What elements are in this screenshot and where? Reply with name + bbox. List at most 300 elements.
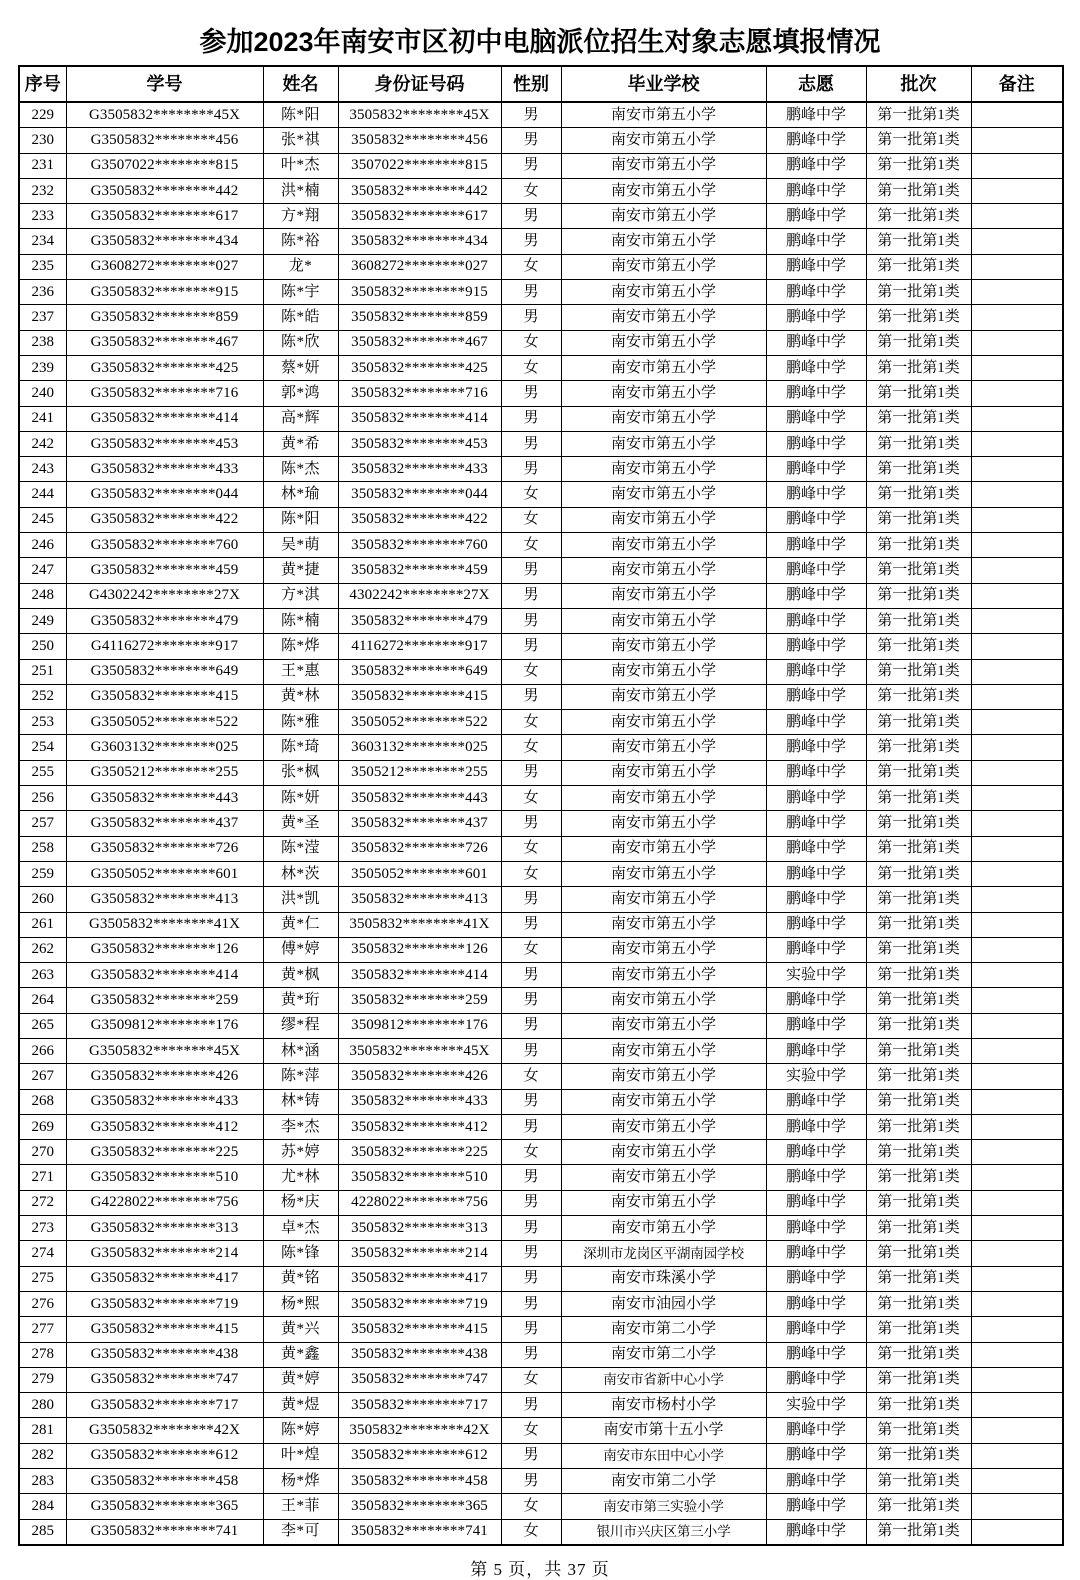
cell-wish: 鹏峰中学 [766, 1443, 866, 1468]
cell-school: 银川市兴庆区第三小学 [561, 1519, 766, 1545]
cell-sid: G3505212********255 [66, 760, 263, 785]
cell-school: 南安市第五小学 [561, 608, 766, 633]
cell-wish: 鹏峰中学 [766, 836, 866, 861]
cell-batch: 第一批第1类 [866, 482, 971, 507]
cell-school: 南安市第五小学 [561, 431, 766, 456]
cell-wish: 鹏峰中学 [766, 178, 866, 203]
cell-gender: 女 [501, 735, 561, 760]
cell-name: 黄*林 [263, 684, 338, 709]
cell-gender: 男 [501, 760, 561, 785]
cell-seq: 257 [19, 811, 66, 836]
cell-seq: 239 [19, 355, 66, 380]
cell-idcard: 3505832********41X [338, 912, 501, 937]
cell-wish: 鹏峰中学 [766, 1519, 866, 1545]
cell-sid: G3505832********259 [66, 988, 263, 1013]
cell-name: 陈*琦 [263, 735, 338, 760]
cell-name: 陈*萍 [263, 1064, 338, 1089]
cell-seq: 230 [19, 128, 66, 153]
cell-seq: 265 [19, 1013, 66, 1038]
cell-remark [971, 507, 1063, 532]
cell-sid: G3505832********453 [66, 431, 263, 456]
cell-remark [971, 1342, 1063, 1367]
cell-sid: G3505052********601 [66, 861, 263, 886]
cell-remark [971, 1266, 1063, 1291]
column-header-name: 姓名 [263, 66, 338, 102]
cell-idcard: 3505832********915 [338, 280, 501, 305]
cell-seq: 283 [19, 1469, 66, 1494]
cell-sid: G3505832********426 [66, 1064, 263, 1089]
cell-sid: G3505832********437 [66, 811, 263, 836]
cell-sid: G3505832********726 [66, 836, 263, 861]
cell-seq: 232 [19, 178, 66, 203]
cell-sid: G4116272********917 [66, 634, 263, 659]
cell-sid: G3505832********42X [66, 1418, 263, 1443]
cell-remark [971, 1317, 1063, 1342]
cell-name: 林*涵 [263, 1038, 338, 1063]
cell-school: 南安市第五小学 [561, 204, 766, 229]
cell-idcard: 3505832********126 [338, 937, 501, 962]
column-header-seq: 序号 [19, 66, 66, 102]
cell-wish: 鹏峰中学 [766, 128, 866, 153]
table-row [19, 1038, 1063, 1063]
table-row [19, 937, 1063, 962]
cell-idcard: 3505832********438 [338, 1342, 501, 1367]
cell-name: 叶*煌 [263, 1443, 338, 1468]
table-row [19, 406, 1063, 431]
cell-gender: 男 [501, 1393, 561, 1418]
cell-school: 南安市第五小学 [561, 1114, 766, 1139]
cell-wish: 鹏峰中学 [766, 710, 866, 735]
cell-idcard: 4116272********917 [338, 634, 501, 659]
cell-seq: 249 [19, 608, 66, 633]
cell-seq: 278 [19, 1342, 66, 1367]
cell-school: 南安市第五小学 [561, 710, 766, 735]
cell-sid: G3505832********45X [66, 102, 263, 128]
table-body [19, 102, 1063, 1545]
cell-school: 南安市第五小学 [561, 1013, 766, 1038]
cell-remark [971, 1367, 1063, 1392]
cell-school: 南安市第五小学 [561, 887, 766, 912]
cell-school: 南安市第五小学 [561, 861, 766, 886]
cell-gender: 女 [501, 330, 561, 355]
cell-seq: 261 [19, 912, 66, 937]
cell-idcard: 3505832********313 [338, 1216, 501, 1241]
cell-batch: 第一批第1类 [866, 381, 971, 406]
table-row [19, 811, 1063, 836]
table-row [19, 1443, 1063, 1468]
cell-batch: 第一批第1类 [866, 1038, 971, 1063]
cell-idcard: 3505832********459 [338, 558, 501, 583]
cell-batch: 第一批第1类 [866, 1443, 971, 1468]
cell-wish: 鹏峰中学 [766, 507, 866, 532]
table-row [19, 254, 1063, 279]
cell-seq: 272 [19, 1190, 66, 1215]
cell-batch: 第一批第1类 [866, 811, 971, 836]
cell-batch: 第一批第1类 [866, 861, 971, 886]
cell-batch: 第一批第1类 [866, 963, 971, 988]
cell-seq: 255 [19, 760, 66, 785]
table-row [19, 431, 1063, 456]
cell-wish: 鹏峰中学 [766, 305, 866, 330]
cell-seq: 258 [19, 836, 66, 861]
cell-remark [971, 1089, 1063, 1114]
cell-sid: G3505832********313 [66, 1216, 263, 1241]
table-row [19, 1013, 1063, 1038]
cell-sid: G3505832********649 [66, 659, 263, 684]
table-row [19, 1418, 1063, 1443]
cell-wish: 鹏峰中学 [766, 937, 866, 962]
cell-batch: 第一批第1类 [866, 507, 971, 532]
cell-gender: 男 [501, 1165, 561, 1190]
cell-wish: 鹏峰中学 [766, 1140, 866, 1165]
cell-school: 南安市第五小学 [561, 811, 766, 836]
cell-wish: 鹏峰中学 [766, 1367, 866, 1392]
cell-idcard: 3505832********259 [338, 988, 501, 1013]
cell-gender: 女 [501, 507, 561, 532]
cell-gender: 男 [501, 1216, 561, 1241]
cell-school: 南安市珠溪小学 [561, 1266, 766, 1291]
cell-sid: G3505832********467 [66, 330, 263, 355]
cell-batch: 第一批第1类 [866, 558, 971, 583]
cell-remark [971, 634, 1063, 659]
cell-gender: 男 [501, 1038, 561, 1063]
cell-seq: 266 [19, 1038, 66, 1063]
cell-school: 南安市第五小学 [561, 634, 766, 659]
cell-remark [971, 1241, 1063, 1266]
cell-idcard: 3505832********425 [338, 355, 501, 380]
cell-gender: 男 [501, 811, 561, 836]
cell-name: 尤*林 [263, 1165, 338, 1190]
cell-school: 南安市第五小学 [561, 786, 766, 811]
cell-seq: 277 [19, 1317, 66, 1342]
cell-seq: 281 [19, 1418, 66, 1443]
cell-idcard: 3505832********617 [338, 204, 501, 229]
cell-remark [971, 684, 1063, 709]
table-header-row [19, 66, 1063, 102]
cell-school: 南安市第五小学 [561, 153, 766, 178]
table-row [19, 861, 1063, 886]
cell-seq: 253 [19, 710, 66, 735]
cell-gender: 女 [501, 254, 561, 279]
table-row [19, 204, 1063, 229]
cell-gender: 男 [501, 229, 561, 254]
cell-name: 黄*煜 [263, 1393, 338, 1418]
cell-sid: G4228022********756 [66, 1190, 263, 1215]
cell-name: 张*祺 [263, 128, 338, 153]
cell-name: 卓*杰 [263, 1216, 338, 1241]
cell-name: 叶*杰 [263, 153, 338, 178]
cell-wish: 鹏峰中学 [766, 861, 866, 886]
table-row [19, 786, 1063, 811]
cell-name: 黄*圣 [263, 811, 338, 836]
cell-gender: 男 [501, 128, 561, 153]
cell-batch: 第一批第1类 [866, 937, 971, 962]
cell-name: 黄*铭 [263, 1266, 338, 1291]
cell-gender: 男 [501, 558, 561, 583]
cell-gender: 男 [501, 1241, 561, 1266]
cell-wish: 鹏峰中学 [766, 634, 866, 659]
cell-batch: 第一批第1类 [866, 659, 971, 684]
cell-name: 高*辉 [263, 406, 338, 431]
cell-wish: 鹏峰中学 [766, 330, 866, 355]
table-row [19, 1367, 1063, 1392]
cell-wish: 鹏峰中学 [766, 381, 866, 406]
cell-batch: 第一批第1类 [866, 608, 971, 633]
cell-sid: G3505832********412 [66, 1114, 263, 1139]
cell-wish: 鹏峰中学 [766, 1418, 866, 1443]
cell-idcard: 3505832********612 [338, 1443, 501, 1468]
cell-gender: 男 [501, 1089, 561, 1114]
column-header-idcard: 身份证号码 [338, 66, 501, 102]
cell-sid: G3505832********456 [66, 128, 263, 153]
cell-school: 南安市第五小学 [561, 381, 766, 406]
table-row [19, 102, 1063, 128]
cell-seq: 276 [19, 1291, 66, 1316]
cell-remark [971, 330, 1063, 355]
cell-sid: G3505832********45X [66, 1038, 263, 1063]
cell-name: 林*铸 [263, 1089, 338, 1114]
cell-school: 南安市第五小学 [561, 280, 766, 305]
cell-batch: 第一批第1类 [866, 1317, 971, 1342]
cell-name: 陈*雅 [263, 710, 338, 735]
cell-idcard: 3505832********412 [338, 1114, 501, 1139]
cell-sid: G3505832********747 [66, 1367, 263, 1392]
cell-seq: 252 [19, 684, 66, 709]
cell-school: 南安市第五小学 [561, 482, 766, 507]
table-row [19, 1064, 1063, 1089]
table-row [19, 128, 1063, 153]
cell-remark [971, 1494, 1063, 1519]
table-row [19, 684, 1063, 709]
table-row [19, 178, 1063, 203]
cell-batch: 第一批第1类 [866, 1064, 971, 1089]
cell-seq: 274 [19, 1241, 66, 1266]
cell-school: 南安市第五小学 [561, 1165, 766, 1190]
cell-idcard: 3505832********458 [338, 1469, 501, 1494]
cell-batch: 第一批第1类 [866, 1165, 971, 1190]
table-row [19, 1291, 1063, 1316]
cell-seq: 235 [19, 254, 66, 279]
cell-batch: 第一批第1类 [866, 836, 971, 861]
cell-gender: 女 [501, 533, 561, 558]
cell-remark [971, 482, 1063, 507]
cell-name: 陈*滢 [263, 836, 338, 861]
cell-remark [971, 937, 1063, 962]
cell-name: 王*惠 [263, 659, 338, 684]
cell-remark [971, 1469, 1063, 1494]
cell-idcard: 3603132********025 [338, 735, 501, 760]
cell-gender: 女 [501, 482, 561, 507]
table-row [19, 482, 1063, 507]
table-row [19, 280, 1063, 305]
cell-wish: 实验中学 [766, 1064, 866, 1089]
cell-gender: 男 [501, 1342, 561, 1367]
cell-gender: 女 [501, 710, 561, 735]
cell-wish: 鹏峰中学 [766, 684, 866, 709]
cell-remark [971, 760, 1063, 785]
cell-seq: 263 [19, 963, 66, 988]
cell-name: 杨*烨 [263, 1469, 338, 1494]
cell-idcard: 3505832********45X [338, 102, 501, 128]
table-row [19, 1317, 1063, 1342]
cell-seq: 244 [19, 482, 66, 507]
cell-wish: 鹏峰中学 [766, 533, 866, 558]
cell-school: 南安市第五小学 [561, 406, 766, 431]
cell-idcard: 3505052********522 [338, 710, 501, 735]
cell-batch: 第一批第1类 [866, 1342, 971, 1367]
cell-idcard: 3505832********716 [338, 381, 501, 406]
cell-school: 南安市第五小学 [561, 507, 766, 532]
column-header-sid: 学号 [66, 66, 263, 102]
cell-name: 杨*熙 [263, 1291, 338, 1316]
cell-sid: G4302242********27X [66, 583, 263, 608]
cell-batch: 第一批第1类 [866, 684, 971, 709]
cell-gender: 男 [501, 153, 561, 178]
cell-name: 陈*楠 [263, 608, 338, 633]
cell-name: 李*可 [263, 1519, 338, 1545]
cell-sid: G3603132********025 [66, 735, 263, 760]
cell-remark [971, 1038, 1063, 1063]
cell-wish: 鹏峰中学 [766, 1291, 866, 1316]
cell-batch: 第一批第1类 [866, 1216, 971, 1241]
cell-sid: G3505052********522 [66, 710, 263, 735]
cell-sid: G3505832********414 [66, 406, 263, 431]
cell-idcard: 3505832********453 [338, 431, 501, 456]
cell-wish: 鹏峰中学 [766, 1089, 866, 1114]
cell-idcard: 3505832********214 [338, 1241, 501, 1266]
cell-name: 陈*阳 [263, 102, 338, 128]
cell-batch: 第一批第1类 [866, 988, 971, 1013]
cell-batch: 第一批第1类 [866, 1114, 971, 1139]
table-row [19, 305, 1063, 330]
cell-school: 南安市第五小学 [561, 1089, 766, 1114]
cell-seq: 231 [19, 153, 66, 178]
cell-wish: 鹏峰中学 [766, 1165, 866, 1190]
cell-sid: G3505832********617 [66, 204, 263, 229]
column-header-gender: 性别 [501, 66, 561, 102]
cell-wish: 鹏峰中学 [766, 1266, 866, 1291]
cell-gender: 男 [501, 381, 561, 406]
cell-school: 南安市第五小学 [561, 1140, 766, 1165]
cell-remark [971, 178, 1063, 203]
cell-gender: 男 [501, 1443, 561, 1468]
cell-remark [971, 735, 1063, 760]
cell-remark [971, 608, 1063, 633]
cell-batch: 第一批第1类 [866, 1393, 971, 1418]
cell-remark [971, 887, 1063, 912]
cell-batch: 第一批第1类 [866, 431, 971, 456]
cell-idcard: 3505832********719 [338, 1291, 501, 1316]
cell-wish: 鹏峰中学 [766, 102, 866, 128]
cell-idcard: 3505832********434 [338, 229, 501, 254]
table-row [19, 760, 1063, 785]
cell-wish: 鹏峰中学 [766, 254, 866, 279]
cell-sid: G3505832********459 [66, 558, 263, 583]
cell-school: 南安市第五小学 [561, 988, 766, 1013]
cell-remark [971, 1013, 1063, 1038]
cell-seq: 238 [19, 330, 66, 355]
cell-school: 南安市油园小学 [561, 1291, 766, 1316]
cell-school: 南安市第五小学 [561, 128, 766, 153]
cell-seq: 279 [19, 1367, 66, 1392]
cell-seq: 254 [19, 735, 66, 760]
cell-idcard: 3505832********859 [338, 305, 501, 330]
cell-remark [971, 1519, 1063, 1545]
cell-name: 杨*庆 [263, 1190, 338, 1215]
cell-sid: G3505832********126 [66, 937, 263, 962]
cell-seq: 285 [19, 1519, 66, 1545]
table-row [19, 710, 1063, 735]
cell-batch: 第一批第1类 [866, 1494, 971, 1519]
cell-sid: G3505832********41X [66, 912, 263, 937]
table-row [19, 1165, 1063, 1190]
cell-gender: 男 [501, 431, 561, 456]
cell-wish: 鹏峰中学 [766, 659, 866, 684]
cell-gender: 男 [501, 280, 561, 305]
cell-idcard: 3505212********255 [338, 760, 501, 785]
cell-school: 南安市第五小学 [561, 355, 766, 380]
cell-wish: 鹏峰中学 [766, 406, 866, 431]
cell-seq: 268 [19, 1089, 66, 1114]
cell-school: 南安市第五小学 [561, 1216, 766, 1241]
cell-sid: G3505832********425 [66, 355, 263, 380]
cell-sid: G3505832********417 [66, 1266, 263, 1291]
roster-table-container [0, 65, 1080, 1546]
table-row [19, 836, 1063, 861]
cell-idcard: 3505832********510 [338, 1165, 501, 1190]
cell-school: 深圳市龙岗区平湖南园学校 [561, 1241, 766, 1266]
cell-school: 南安市第五小学 [561, 684, 766, 709]
cell-name: 郭*鸿 [263, 381, 338, 406]
cell-idcard: 3505832********414 [338, 963, 501, 988]
cell-gender: 男 [501, 1013, 561, 1038]
cell-batch: 第一批第1类 [866, 1367, 971, 1392]
cell-sid: G3509812********176 [66, 1013, 263, 1038]
cell-idcard: 3505832********45X [338, 1038, 501, 1063]
cell-sid: G3505832********422 [66, 507, 263, 532]
cell-batch: 第一批第1类 [866, 1140, 971, 1165]
cell-idcard: 3505832********747 [338, 1367, 501, 1392]
cell-wish: 鹏峰中学 [766, 280, 866, 305]
cell-seq: 267 [19, 1064, 66, 1089]
cell-seq: 269 [19, 1114, 66, 1139]
table-row [19, 988, 1063, 1013]
table-row [19, 229, 1063, 254]
cell-sid: G3505832********510 [66, 1165, 263, 1190]
cell-remark [971, 861, 1063, 886]
cell-gender: 男 [501, 457, 561, 482]
page-footer: 第 5 页，共 37 页 [470, 1559, 610, 1579]
cell-remark [971, 128, 1063, 153]
column-header-remark: 备注 [971, 66, 1063, 102]
cell-idcard: 3505832********365 [338, 1494, 501, 1519]
table-row [19, 1393, 1063, 1418]
cell-idcard: 3505832********433 [338, 1089, 501, 1114]
cell-school: 南安市第二小学 [561, 1317, 766, 1342]
cell-school: 南安市第二小学 [561, 1342, 766, 1367]
cell-name: 林*瑜 [263, 482, 338, 507]
cell-wish: 鹏峰中学 [766, 558, 866, 583]
cell-gender: 男 [501, 887, 561, 912]
cell-idcard: 3505832********479 [338, 608, 501, 633]
cell-remark [971, 1216, 1063, 1241]
cell-batch: 第一批第1类 [866, 1241, 971, 1266]
cell-wish: 鹏峰中学 [766, 1469, 866, 1494]
cell-sid: G3505832********365 [66, 1494, 263, 1519]
cell-school: 南安市第五小学 [561, 558, 766, 583]
cell-batch: 第一批第1类 [866, 1190, 971, 1215]
cell-name: 黄*希 [263, 431, 338, 456]
